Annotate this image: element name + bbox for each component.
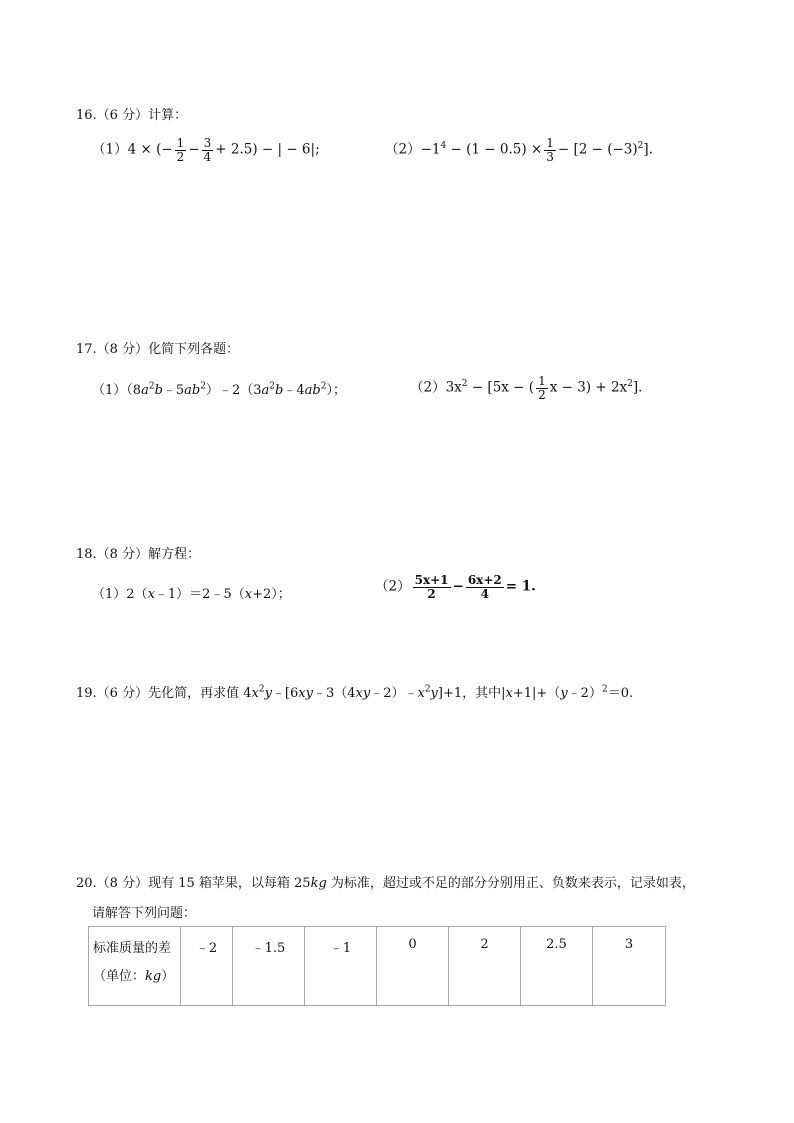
header-line2 bbox=[93, 963, 180, 991]
frac-numerator: 5x+1 bbox=[414, 573, 449, 587]
table-cell: 3 bbox=[593, 927, 666, 1006]
records-table bbox=[88, 926, 666, 1006]
q19-text: +1|+（ bbox=[512, 686, 561, 701]
exp: 2 bbox=[601, 684, 608, 695]
frac-numerator: 6x+2 bbox=[467, 573, 502, 587]
q19-text: ＝0. bbox=[607, 686, 634, 701]
q17-part1-label: （1） bbox=[92, 383, 127, 398]
q16-part2-c: − [2 − (−3) bbox=[557, 141, 638, 158]
frac-numerator: 1 bbox=[176, 136, 185, 150]
q20-text: 为标准，超过或不足的部分分别用正、负数来表示，记录如表， bbox=[326, 876, 695, 891]
frac-denominator: 4 bbox=[480, 586, 489, 601]
var: y bbox=[560, 686, 568, 701]
q16-part1 bbox=[92, 137, 320, 163]
header-unit: kg bbox=[145, 969, 162, 984]
q18-part1-b: ﹣1）＝2﹣5（ bbox=[154, 587, 245, 602]
q20-line1 bbox=[76, 872, 695, 891]
q17-part1-text: ﹣5 bbox=[162, 383, 185, 398]
var: ab bbox=[184, 383, 201, 398]
q17-part1-text: ）﹣2（3 bbox=[205, 383, 262, 398]
header-text: （单位： bbox=[93, 969, 146, 984]
table-cell: 2.5 bbox=[521, 927, 593, 1006]
var: b bbox=[275, 383, 284, 398]
q16-part1-c: + 2.5) − | − 6|; bbox=[215, 141, 320, 158]
table-cell: 0 bbox=[377, 927, 449, 1006]
table-row bbox=[89, 927, 666, 1006]
table-cell: 2 bbox=[449, 927, 521, 1006]
table-cell: ﹣2 bbox=[181, 927, 233, 1006]
q16-part1-b: − bbox=[188, 141, 200, 158]
q18-part1 bbox=[92, 583, 291, 602]
q17-title: 17.（8 分）化简下列各题： bbox=[76, 342, 240, 357]
exp: 2 bbox=[200, 381, 206, 392]
q17-part2-frac bbox=[536, 375, 548, 401]
exp: 2 bbox=[258, 684, 265, 695]
q16-part1-frac2 bbox=[202, 137, 214, 163]
q16-part1-a: 4 × (− bbox=[127, 141, 173, 158]
var: y bbox=[430, 686, 438, 701]
exp: 2 bbox=[424, 684, 431, 695]
q20-line2: 请解答下列问题： bbox=[92, 906, 197, 921]
q16-part1-frac1 bbox=[175, 137, 187, 163]
var: b bbox=[154, 383, 163, 398]
exp: 2 bbox=[148, 381, 155, 392]
q17-part2-a: 3x bbox=[445, 379, 462, 396]
q17-part2 bbox=[410, 375, 642, 401]
q17-part1-text: （8 bbox=[126, 383, 142, 398]
q18-part2-mid: − bbox=[452, 578, 464, 595]
exp: 2 bbox=[269, 381, 276, 392]
q18-part1-label: （1） bbox=[92, 587, 127, 602]
q19-text: 19.（6 分）先化简，再求值 4 bbox=[76, 686, 252, 701]
q16-part1-label: （1） bbox=[92, 141, 128, 158]
q16-part2-b: − (1 − 0.5) × bbox=[446, 141, 543, 158]
q18-part2-frac1 bbox=[413, 574, 451, 600]
q19-text: ﹣2）﹣ bbox=[370, 686, 418, 701]
exp: 2 bbox=[320, 381, 327, 392]
var: y bbox=[264, 686, 272, 701]
frac-denominator: 2 bbox=[176, 149, 185, 164]
q20-text: 20.（8 分）现有 15 箱苹果，以每箱 25 bbox=[76, 876, 311, 891]
var: x bbox=[417, 686, 425, 701]
q19-text: ﹣2） bbox=[567, 686, 602, 701]
q16-title: 16.（6 分）计算： bbox=[76, 108, 188, 123]
q19-text: ﹣[6 bbox=[271, 686, 299, 701]
frac-numerator: 1 bbox=[546, 136, 554, 150]
q19-text: ]+1，其中| bbox=[437, 686, 506, 701]
q17-part1 bbox=[92, 379, 346, 398]
frac-denominator: 3 bbox=[546, 149, 554, 164]
q16-part2-a-exp: 4 bbox=[440, 141, 447, 152]
frac-denominator: 2 bbox=[538, 387, 546, 402]
frac-numerator: 1 bbox=[538, 374, 546, 388]
header-line1: 标准质量的差 bbox=[93, 941, 172, 956]
q18-title: 18.（8 分）解方程： bbox=[76, 547, 201, 562]
q17-part1-text: ）； bbox=[326, 383, 346, 398]
q17-part2-label: （2） bbox=[410, 379, 446, 396]
exp: 2 bbox=[461, 379, 468, 390]
exp: 2 bbox=[627, 379, 633, 390]
q16-part2-frac bbox=[544, 137, 556, 163]
var: x bbox=[251, 686, 259, 701]
q17-part2-b: − [5x − ( bbox=[467, 379, 535, 396]
table-cell: ﹣1.5 bbox=[233, 927, 305, 1006]
q17-part1-text: ﹣4 bbox=[283, 383, 305, 398]
table-cell: ﹣1 bbox=[305, 927, 377, 1006]
q19-line bbox=[76, 682, 633, 701]
q18-part2-frac2 bbox=[466, 574, 504, 600]
var: xy bbox=[298, 686, 313, 701]
q17-part2-d: ]. bbox=[632, 379, 643, 396]
frac-denominator: 4 bbox=[203, 149, 212, 164]
q16-part2-d: ]. bbox=[643, 141, 653, 158]
q16-part2 bbox=[385, 137, 653, 163]
var: x bbox=[244, 587, 253, 602]
q16-part2-label: （2） bbox=[385, 141, 421, 158]
q18-part2-label: （2） bbox=[375, 578, 411, 595]
q18-part1-a: 2（ bbox=[126, 587, 148, 602]
q16-part2-a: −1 bbox=[420, 141, 441, 158]
table-header-cell bbox=[89, 927, 181, 1006]
q18-part2 bbox=[375, 574, 536, 600]
var: a bbox=[261, 383, 270, 398]
q16-part2-c-exp: 2 bbox=[637, 141, 644, 152]
var: a bbox=[141, 383, 149, 398]
frac-numerator: 3 bbox=[203, 136, 212, 150]
q20-unit: kg bbox=[310, 876, 327, 891]
header-text: ） bbox=[161, 969, 175, 984]
frac-denominator: 2 bbox=[427, 586, 436, 601]
q19-text: ﹣3（4 bbox=[312, 686, 356, 701]
q17-part2-c: x − 3) + 2x bbox=[549, 379, 628, 396]
q18-part1-c: +2）； bbox=[252, 587, 291, 602]
var: x bbox=[147, 587, 155, 602]
var: ab bbox=[304, 383, 321, 398]
var: xy bbox=[355, 686, 371, 701]
var: x bbox=[505, 686, 513, 701]
q18-part2-end: = 1. bbox=[505, 578, 536, 595]
